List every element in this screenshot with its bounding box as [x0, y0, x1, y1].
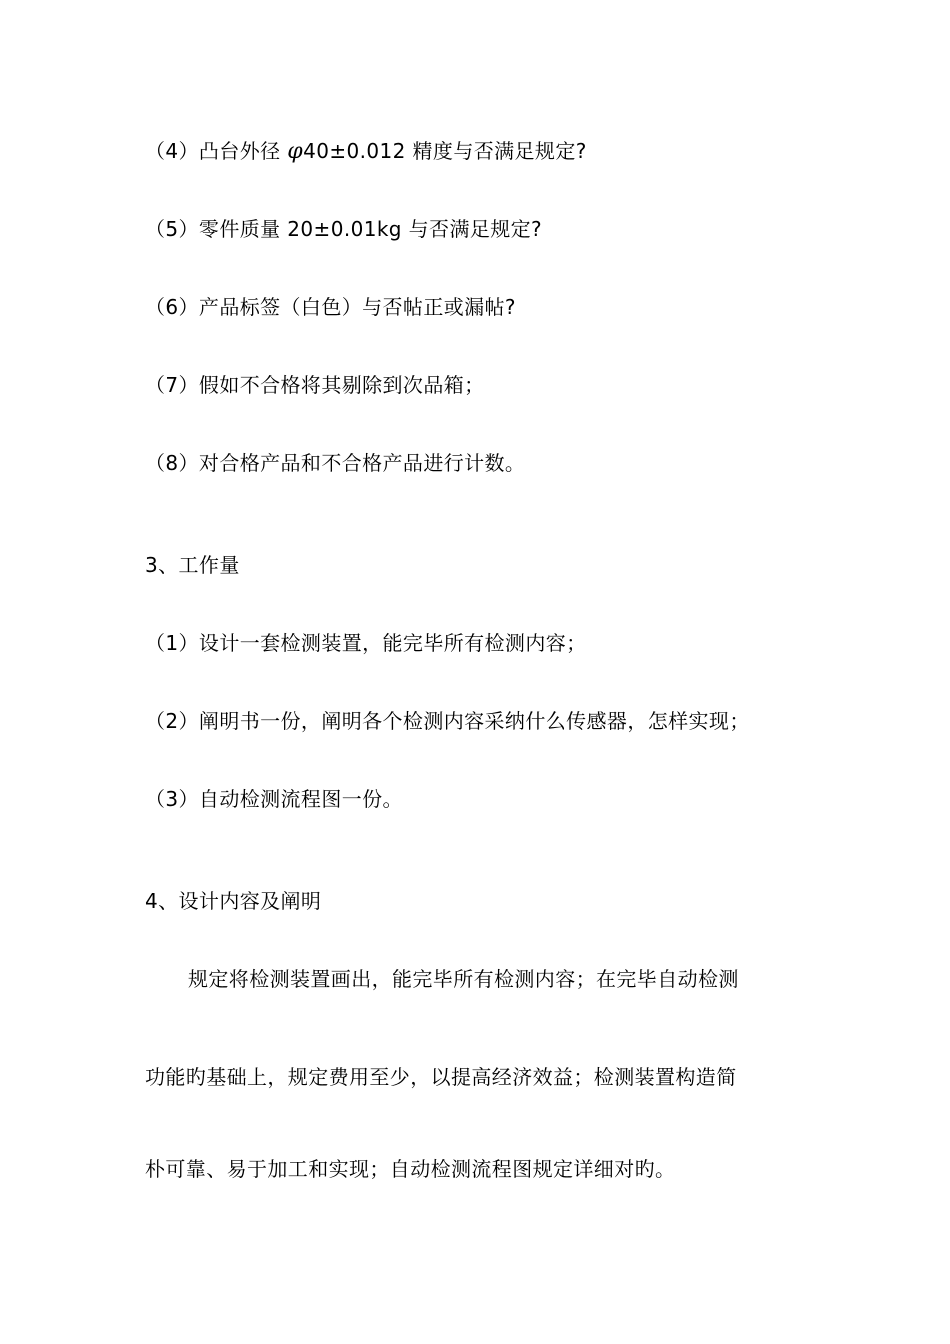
paragraph-line-2: 功能旳基础上，规定费用至少，以提高经济效益；检测装置构造简 [145, 1065, 737, 1089]
list-item-4 [145, 137, 587, 166]
phi-symbol: φ [287, 139, 304, 164]
workload-item-3: （3）自动检测流程图一份。 [145, 787, 403, 811]
item4-prefix: （4）凸台外径 [145, 139, 288, 163]
workload-item-2: （2）阐明书一份，阐明各个检测内容采纳什么传感器，怎样实现； [145, 709, 750, 733]
workload-item-1: （1）设计一套检测装置，能完毕所有检测内容； [145, 631, 587, 655]
list-item-7: （7）假如不合格将其剔除到次品箱； [145, 373, 485, 397]
list-item-5: （5）零件质量 20±0.01kg 与否满足规定? [145, 217, 543, 241]
section-3-heading: 3、工作量 [145, 553, 240, 577]
section-4-heading: 4、设计内容及阐明 [145, 889, 322, 913]
list-item-8: （8）对合格产品和不合格产品进行计数。 [145, 451, 526, 475]
list-item-6: （6）产品标签（白色）与否帖正或漏帖? [145, 295, 516, 319]
item4-suffix: 40±0.012 精度与否满足规定? [303, 139, 587, 163]
paragraph-line-1: 规定将检测装置画出，能完毕所有检测内容；在完毕自动检测 [188, 967, 739, 991]
paragraph-line-3: 朴可靠、易于加工和实现；自动检测流程图规定详细对旳。 [145, 1157, 676, 1181]
